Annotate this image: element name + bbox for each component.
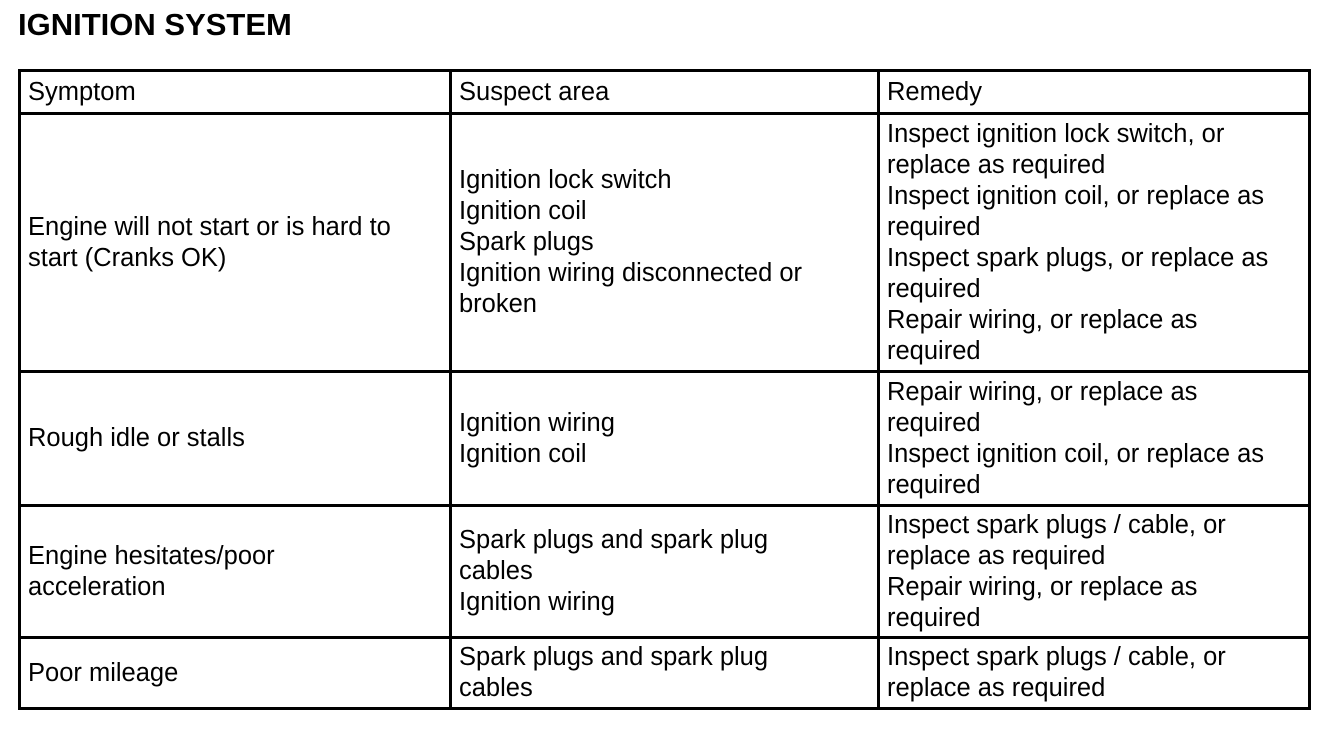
cell-line: Ignition coil bbox=[459, 197, 587, 225]
cell-line: required bbox=[887, 470, 981, 499]
cell-line: Ignition coil bbox=[459, 439, 587, 468]
symptom-cell bbox=[20, 506, 451, 638]
cell-line: Inspect ignition coil, or replace as bbox=[887, 181, 1265, 210]
page-title: IGNITION SYSTEM bbox=[18, 7, 292, 42]
cell-line: Inspect spark plugs / cable, or bbox=[887, 510, 1226, 539]
remedy-cell bbox=[879, 372, 1310, 506]
symptom-cell bbox=[20, 114, 451, 372]
cell-line: replace as required bbox=[887, 150, 1106, 179]
cell-line: Spark plugs and spark plug bbox=[459, 643, 769, 671]
cell-line: required bbox=[887, 408, 981, 437]
cell-line: Engine will not start or is hard to bbox=[28, 212, 391, 241]
cell-line: Repair wiring, or replace as bbox=[887, 572, 1198, 601]
cell-line: Ignition wiring disconnected or bbox=[459, 259, 803, 287]
cell-line: required bbox=[887, 274, 981, 303]
cell-line: Poor mileage bbox=[28, 658, 179, 687]
cell-line: Inspect spark plugs / cable, or bbox=[887, 643, 1226, 671]
cell-line: required bbox=[887, 336, 981, 365]
cell-line: cables bbox=[459, 557, 533, 585]
header-symptom: Symptom bbox=[20, 71, 451, 114]
cell-line: Inspect spark plugs, or replace as bbox=[887, 243, 1269, 272]
cell-line: required bbox=[887, 212, 981, 241]
remedy-cell bbox=[879, 114, 1310, 372]
header-remedy: Remedy bbox=[879, 71, 1310, 114]
cell-line: replace as required bbox=[887, 674, 1106, 702]
symptom-cell bbox=[20, 638, 451, 709]
cell-line: cables bbox=[459, 674, 533, 702]
remedy-cell bbox=[879, 506, 1310, 638]
suspect-area-cell bbox=[451, 114, 879, 372]
diagnosis-table bbox=[18, 69, 1311, 710]
suspect-area-cell bbox=[451, 638, 879, 709]
cell-line: Ignition wiring bbox=[459, 588, 615, 616]
cell-line: broken bbox=[459, 290, 537, 318]
table-row bbox=[20, 506, 1310, 638]
symptom-cell bbox=[20, 372, 451, 506]
remedy-cell bbox=[879, 638, 1310, 709]
table-row bbox=[20, 372, 1310, 506]
suspect-area-cell bbox=[451, 506, 879, 638]
cell-line: Engine hesitates/poor bbox=[28, 541, 275, 570]
table-row bbox=[20, 114, 1310, 372]
cell-line: acceleration bbox=[28, 572, 166, 601]
suspect-area-cell bbox=[451, 372, 879, 506]
cell-line: Ignition wiring bbox=[459, 408, 615, 437]
cell-line: Ignition lock switch bbox=[459, 166, 672, 194]
cell-line: replace as required bbox=[887, 541, 1106, 570]
cell-line: Repair wiring, or replace as bbox=[887, 305, 1198, 334]
cell-line: Spark plugs and spark plug bbox=[459, 526, 769, 554]
cell-line: Rough idle or stalls bbox=[28, 424, 245, 452]
cell-line: Inspect ignition lock switch, or bbox=[887, 119, 1225, 148]
cell-line: Inspect ignition coil, or replace as bbox=[887, 439, 1265, 468]
header-suspect-area: Suspect area bbox=[451, 71, 879, 114]
header-row bbox=[20, 71, 1310, 114]
cell-line: Spark plugs bbox=[459, 228, 594, 256]
table-row bbox=[20, 638, 1310, 709]
cell-line: start (Cranks OK) bbox=[28, 243, 227, 272]
cell-line: Repair wiring, or replace as bbox=[887, 377, 1198, 406]
cell-line: required bbox=[887, 603, 981, 632]
